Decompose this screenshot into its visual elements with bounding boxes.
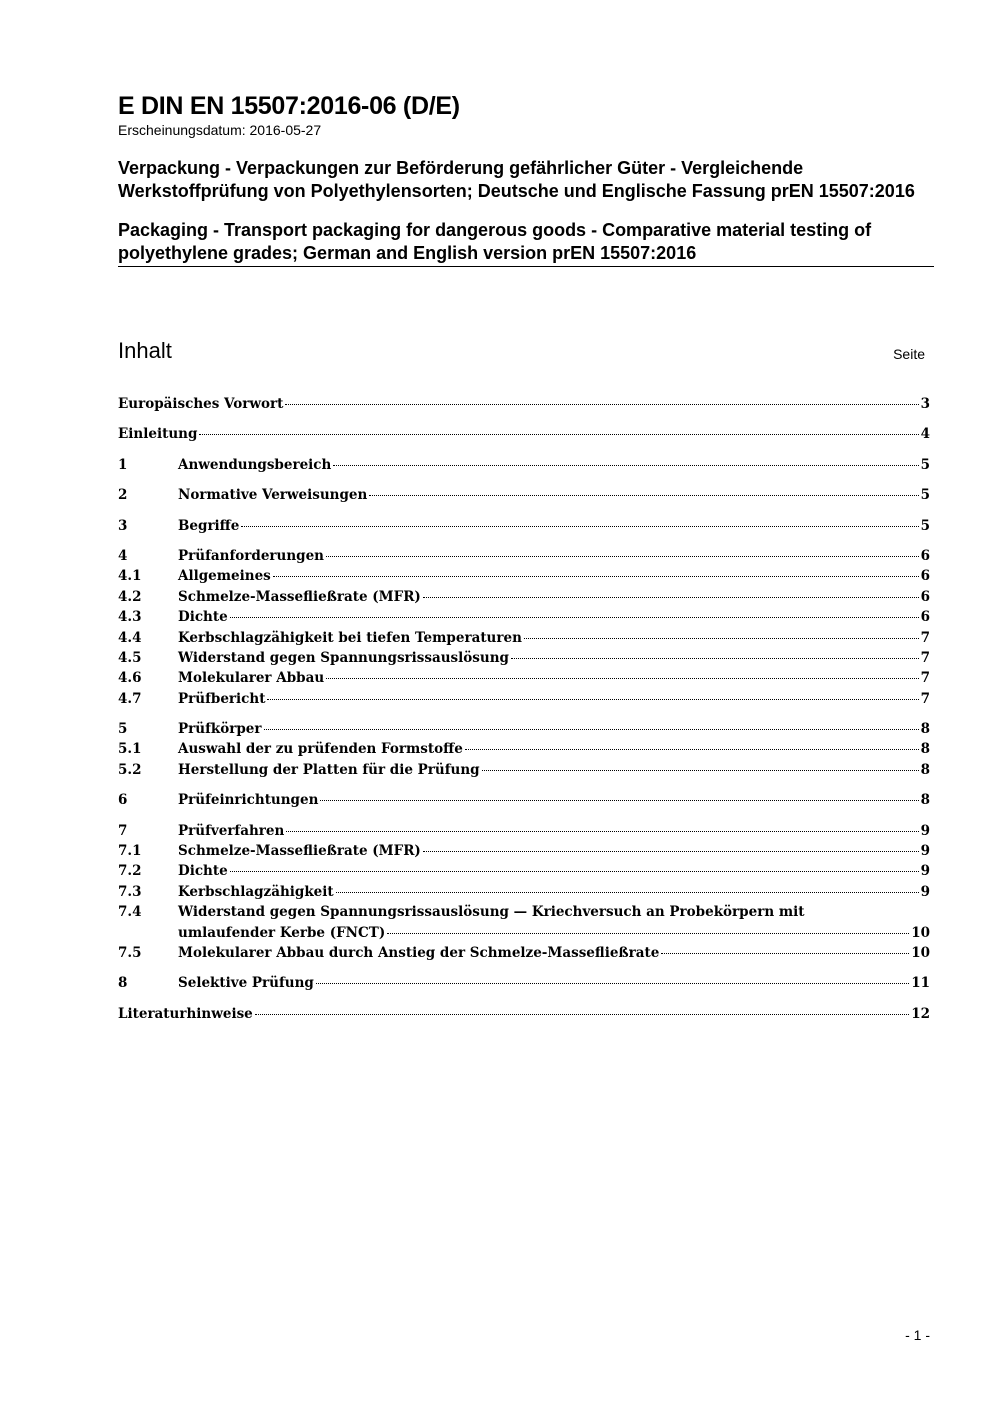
toc-entry-title: Herstellung der Platten für die Prüfung (178, 761, 480, 778)
toc-entry-page: 9 (920, 863, 930, 880)
toc-entry-number: 7.4 (118, 904, 142, 921)
toc-entry-number: 6 (118, 792, 128, 809)
toc-entry-page: 6 (920, 568, 930, 585)
toc-entry-title: Auswahl der zu prüfenden Formstoffe (178, 741, 463, 758)
toc-entry-page: 5 (920, 487, 930, 504)
toc-entry-title: Molekularer Abbau durch Anstieg der Schmelze-Massefließrate (178, 944, 660, 961)
toc-entry-page: 4 (920, 426, 930, 443)
toc-dot-leader (273, 576, 919, 577)
toc-dot-leader (336, 892, 919, 893)
toc-dot-leader (326, 556, 919, 557)
toc-entry[interactable] (118, 760, 930, 780)
toc-dot-leader (482, 770, 919, 771)
toc-dot-leader (199, 434, 918, 435)
title-english: Packaging - Transport packaging for dangerous goods - Comparative material testing of polyethylene grades; German and English version prEN 15507:2016 (118, 219, 934, 267)
toc-dot-leader (423, 597, 919, 598)
toc-entry-title: Prüfverfahren (178, 822, 285, 839)
page-number: - 1 - (905, 1327, 930, 1343)
toc-entry-page: 12 (911, 1005, 930, 1022)
toc-entry[interactable] (118, 1004, 930, 1024)
toc-entry[interactable] (118, 973, 930, 993)
toc-dot-leader (264, 729, 919, 730)
toc-entry-title: Literaturhinweise (118, 1005, 253, 1022)
toc-entry-number: 5.2 (118, 761, 142, 778)
toc-entry-title: Normative Verweisungen (178, 487, 368, 504)
toc-entry-page: 6 (920, 547, 930, 564)
toc-entry[interactable] (118, 455, 930, 475)
toc-dot-leader (465, 749, 919, 750)
toc-entry-title: Einleitung (118, 426, 198, 443)
toc-entry-number: 4 (118, 547, 128, 564)
toc-dot-leader (285, 404, 918, 405)
toc-entry-number: 4.5 (118, 649, 142, 666)
document-id: E DIN EN 15507:2016-06 (D/E) (118, 92, 460, 120)
document-header (118, 92, 934, 267)
toc-dot-leader (241, 526, 918, 527)
toc-entry-title: Selektive Prüfung (178, 975, 314, 992)
toc-dot-leader (369, 495, 918, 496)
toc-entry-number: 4.2 (118, 588, 142, 605)
toc-entry-number: 4.6 (118, 670, 142, 687)
toc-entry-title: Schmelze-Massefließrate (MFR) (178, 588, 421, 605)
toc-entry-number: 5 (118, 721, 128, 738)
toc-entry[interactable] (118, 394, 930, 414)
toc-entry-title: Europäisches Vorwort (118, 396, 284, 412)
title-german: Verpackung - Verpackungen zur Beförderung gefährlicher Güter - Vergleichende Werkstoffprüfung von Polyethylensorten; Deutsche und Englische Fassung prEN 15507:2016 (118, 158, 915, 201)
toc-entry-number: 7.2 (118, 863, 142, 880)
toc-dot-leader (326, 678, 918, 679)
toc-entry-number: 8 (118, 975, 128, 992)
toc-dot-leader (333, 465, 918, 466)
toc-entry-page: 6 (920, 588, 930, 605)
table-of-contents (118, 394, 930, 1024)
toc-entry-page: 8 (920, 761, 930, 778)
toc-dot-leader (661, 953, 909, 954)
toc-entry-title: Widerstand gegen Spannungsrissauslösung — Kriechversuch an Probekörpern mit (178, 904, 805, 921)
toc-dot-leader (423, 851, 919, 852)
toc-dot-leader (267, 699, 918, 700)
toc-entry-number: 5.1 (118, 741, 142, 758)
toc-entry[interactable] (118, 943, 930, 963)
toc-entry-title: Begriffe (178, 517, 240, 534)
toc-entry-page: 9 (920, 883, 930, 900)
toc-entry-number: 4.3 (118, 609, 142, 626)
toc-entry-page: 7 (920, 649, 930, 666)
toc-entry-title: Kerbschlagzähigkeit bei tiefen Temperaturen (178, 629, 522, 646)
toc-entry[interactable] (118, 790, 930, 810)
toc-entry-page: 7 (920, 690, 930, 707)
toc-entry[interactable] (118, 668, 930, 688)
toc-entry-title: Allgemeines (178, 568, 271, 585)
toc-entry-page: 5 (920, 456, 930, 473)
toc-entry-page: 10 (911, 944, 930, 961)
toc-entry[interactable] (118, 719, 930, 739)
toc-entry[interactable] (118, 739, 930, 759)
toc-entry-title: Prüfbericht (178, 690, 266, 707)
toc-entry-page: 7 (920, 629, 930, 646)
toc-entry[interactable] (118, 628, 930, 648)
toc-dot-leader (230, 871, 919, 872)
toc-entry[interactable] (118, 821, 930, 841)
toc-dot-leader (524, 638, 919, 639)
toc-entry[interactable] (118, 516, 930, 536)
toc-entry-title-continued: umlaufender Kerbe (FNCT) (178, 924, 386, 941)
publication-date: Erscheinungsdatum: 2016-05-27 (118, 122, 322, 138)
toc-entry-number: 2 (118, 487, 128, 504)
toc-dot-leader (511, 658, 919, 659)
toc-entry-page: 9 (920, 822, 930, 839)
toc-entry-number: 3 (118, 517, 128, 534)
toc-entry-title: Prüfeinrichtungen (178, 792, 319, 809)
toc-entry-page: 10 (911, 924, 930, 941)
toc-entry[interactable] (118, 902, 930, 922)
toc-entry-title: Widerstand gegen Spannungsrissauslösung (178, 649, 509, 666)
toc-entry[interactable] (118, 546, 930, 566)
toc-entry-number: 4.7 (118, 690, 142, 707)
toc-entry-page: 9 (920, 843, 930, 860)
toc-dot-leader (255, 1014, 909, 1015)
toc-entry-title: Anwendungsbereich (178, 456, 332, 473)
toc-entry[interactable] (118, 861, 930, 881)
toc-dot-leader (230, 617, 919, 618)
toc-entry-title: Kerbschlagzähigkeit (178, 883, 334, 900)
toc-entry[interactable] (118, 587, 930, 607)
toc-dot-leader (286, 831, 918, 832)
toc-dot-leader (316, 983, 909, 984)
toc-entry[interactable] (118, 424, 930, 444)
toc-entry-number: 7.5 (118, 944, 142, 961)
toc-entry-title: Molekularer Abbau (178, 670, 325, 687)
toc-entry-page: 6 (920, 609, 930, 626)
toc-entry-page: 8 (920, 721, 930, 738)
toc-dot-leader (387, 933, 909, 934)
toc-entry-page: 5 (920, 517, 930, 534)
toc-entry-page: 7 (920, 670, 930, 687)
toc-entry-continuation[interactable] (118, 923, 930, 943)
toc-entry-number: 1 (118, 456, 128, 473)
toc-entry-title: Prüfkörper (178, 721, 262, 738)
toc-entry-page: 3 (920, 396, 930, 412)
toc-entry-number: 7.1 (118, 843, 142, 860)
toc-entry-number: 7.3 (118, 883, 142, 900)
toc-entry[interactable] (118, 882, 930, 902)
toc-entry-number: 7 (118, 822, 128, 839)
toc-entry-title: Dichte (178, 609, 228, 626)
toc-entry-number: 4.4 (118, 629, 142, 646)
toc-entry[interactable] (118, 485, 930, 505)
toc-entry[interactable] (118, 689, 930, 709)
toc-entry-page: 11 (911, 975, 930, 992)
toc-dot-leader (320, 800, 918, 801)
toc-entry[interactable] (118, 648, 930, 668)
toc-entry-title: Prüfanforderungen (178, 547, 324, 564)
toc-entry-page: 8 (920, 792, 930, 809)
toc-entry[interactable] (118, 841, 930, 861)
toc-entry-title: Dichte (178, 863, 228, 880)
toc-entry-page: 8 (920, 741, 930, 758)
toc-entry[interactable] (118, 566, 930, 586)
toc-entry-title: Schmelze-Massefließrate (MFR) (178, 843, 421, 860)
toc-page-column-label: Seite (893, 346, 925, 362)
toc-entry[interactable] (118, 607, 930, 627)
toc-entry-number: 4.1 (118, 568, 142, 585)
toc-heading: Inhalt (118, 338, 172, 363)
